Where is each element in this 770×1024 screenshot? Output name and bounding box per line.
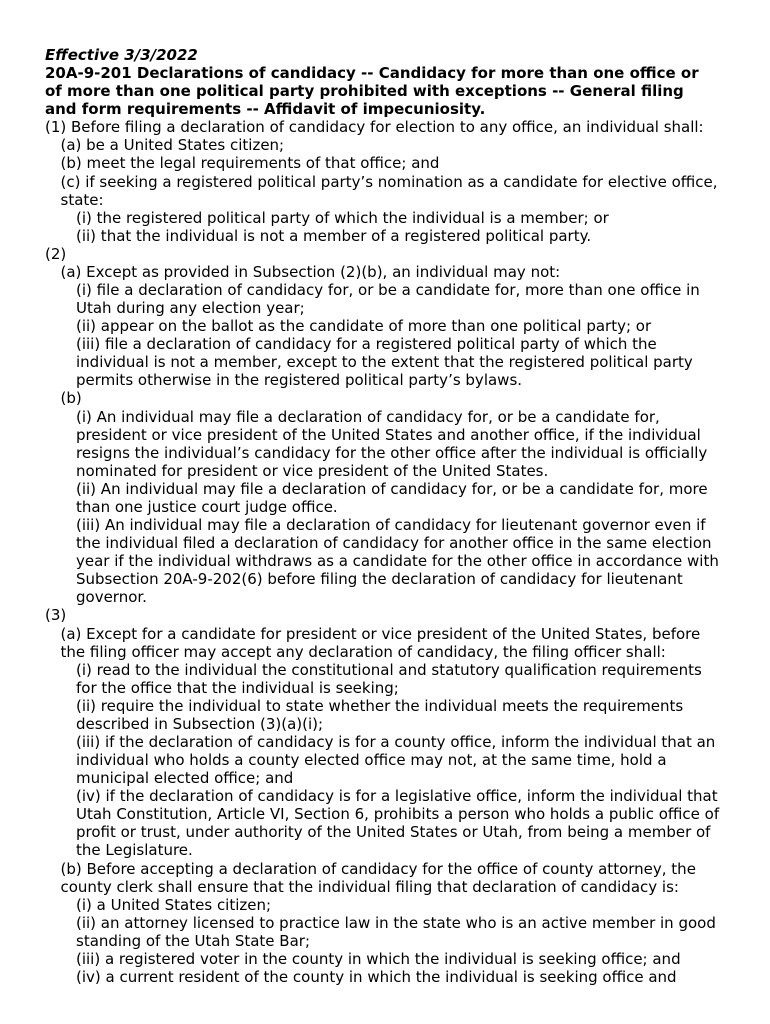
subparagraph-2-b-i-text-line-1: (i) An individual may file a declaration of candidacy for, or be a candidate for, [76, 407, 660, 426]
subparagraph-3-a-iii [76, 733, 770, 787]
subparagraph-2-a-ii-text: (ii) appear on the ballot as the candidate of more than one political party; or [76, 317, 652, 336]
paragraph-2-b-text: (b) [60, 389, 82, 408]
paragraph-3-b-subparagraphs [61, 896, 770, 986]
paragraph-1-a-text: (a) be a United States citizen; [60, 136, 285, 155]
subparagraph-3-b-ii-text-line-2: standing of the Utah State Bar; [76, 931, 310, 950]
section-heading-line-1: 20A-9-201 Declarations of candidacy -- Candidacy for more than one office or [45, 64, 699, 83]
subparagraph-3-a-iv-text-line-2: Utah Constitution, Article VI, Section 6, prohibits a person who holds a public office of [76, 805, 720, 824]
subparagraph-2-a-iii-text-line-3: permits otherwise in the registered political party’s bylaws. [76, 371, 523, 390]
subparagraph-3-a-iv [76, 787, 770, 859]
section-heading-line-3: and form requirements -- Affidavit of impecuniosity. [45, 100, 486, 119]
paragraph-1-b-text: (b) meet the legal requirements of that office; and [60, 154, 440, 173]
paragraph-1-c-text-line-1: (c) if seeking a registered political party’s nomination as a candidate for elective office, [60, 172, 718, 191]
subparagraph-3-a-iv-text-line-4: the Legislature. [76, 841, 193, 860]
subsection-2-text: (2) [45, 244, 67, 263]
subparagraph-2-b-ii-text-line-2: than one justice court judge office. [76, 497, 338, 516]
subparagraph-3-a-i-text-line-2: for the office that the individual is seeking; [76, 678, 399, 697]
subparagraph-2-b-ii [76, 480, 770, 516]
paragraph-1-c-subparagraphs [61, 209, 770, 245]
subparagraph-3-b-ii-text-line-1: (ii) an attorney licensed to practice law in the state who is an active member in good [76, 913, 716, 932]
paragraph-1-a [61, 136, 770, 154]
subparagraph-2-a-i [76, 281, 770, 317]
subsection-1-paragraphs [45, 136, 770, 244]
subparagraph-3-b-ii [76, 914, 770, 950]
paragraph-3-b-text-line-2: county clerk shall ensure that the individual filing that declaration of candidacy is: [60, 877, 679, 896]
subparagraph-3-b-iii-text: (iii) a registered voter in the county in which the individual is seeking office; and [76, 949, 681, 968]
subparagraph-2-a-iii-text-line-1: (iii) file a declaration of candidacy for a registered political party of which the [76, 335, 657, 354]
paragraph-2-a-subparagraphs [61, 281, 770, 389]
subparagraph-2-b-i-text-line-2: president or vice president of the United States and another office, if the individual [76, 425, 701, 444]
subsection-3 [45, 606, 770, 986]
effective-date: Effective 3/3/2022 [45, 46, 198, 64]
section-heading [45, 64, 770, 118]
subparagraph-2-a-iii-text-line-2: individual is not a member, except to the extent that the registered political party [76, 353, 693, 372]
subparagraph-2-b-iii-text-line-2: the individual filed a declaration of candidacy for another office in the same election [76, 534, 712, 553]
subsection-3-paragraphs [45, 625, 770, 987]
paragraph-3-a [61, 625, 770, 860]
subparagraph-2-b-iii-text-line-5: governor. [76, 588, 147, 607]
subparagraph-2-a-i-text-line-2: Utah during any election year; [76, 299, 305, 318]
subparagraph-3-b-iii [76, 950, 770, 968]
subparagraph-2-b-iii [76, 516, 770, 606]
paragraph-3-a-text-line-2: the filing officer may accept any declaration of candidacy, the filing officer shall: [60, 642, 666, 661]
paragraph-2-b [61, 389, 770, 606]
paragraph-2-a [61, 263, 770, 390]
subparagraph-2-a-ii [76, 317, 770, 335]
subparagraph-1-c-ii-text: (ii) that the individual is not a member of a registered political party. [76, 226, 592, 245]
subparagraph-3-a-ii [76, 697, 770, 733]
subparagraph-2-b-ii-text-line-1: (ii) An individual may file a declaration of candidacy for, or be a candidate for, more [76, 479, 708, 498]
paragraph-3-a-subparagraphs [61, 661, 770, 860]
subparagraph-3-a-iv-text-line-1: (iv) if the declaration of candidacy is for a legislative office, inform the individual that [76, 787, 718, 806]
subparagraph-2-a-i-text-line-1: (i) file a declaration of candidacy for, or be a candidate for, more than one office in [76, 281, 700, 300]
subsection-3-text: (3) [45, 606, 67, 625]
subparagraph-2-a-iii [76, 335, 770, 389]
subparagraph-3-a-ii-text-line-1: (ii) require the individual to state whether the individual meets the requirements [76, 696, 684, 715]
section-heading-line-2: of more than one political party prohibited with exceptions -- General filing [45, 82, 684, 101]
paragraph-2-b-subparagraphs [61, 408, 770, 607]
subparagraph-3-b-iv [76, 968, 770, 986]
paragraph-3-a-text-line-1: (a) Except for a candidate for president or vice president of the United States, before [60, 624, 701, 643]
subsection-1 [45, 118, 770, 245]
subparagraph-3-a-i [76, 661, 770, 697]
subparagraph-2-b-i-text-line-3: resigns the individual’s candidacy for the other office after the individual is officially [76, 443, 708, 462]
paragraph-1-c [61, 173, 770, 245]
subparagraph-3-a-iii-text-line-3: municipal elected office; and [76, 769, 294, 788]
subparagraph-3-a-iii-text-line-1: (iii) if the declaration of candidacy is for a county office, inform the individual that an [76, 732, 716, 751]
subparagraph-3-a-ii-text-line-2: described in Subsection (3)(a)(i); [76, 714, 324, 733]
subparagraph-1-c-ii [76, 227, 770, 245]
subparagraph-3-b-i-text: (i) a United States citizen; [76, 895, 272, 914]
subparagraph-1-c-i-text: (i) the registered political party of which the individual is a member; or [76, 208, 609, 227]
paragraph-2-a-text: (a) Except as provided in Subsection (2)(b), an individual may not: [60, 262, 561, 281]
paragraph-1-c-text-line-2: state: [60, 190, 104, 209]
subparagraph-3-a-iii-text-line-2: individual who holds a county elected office may not, at the same time, hold a [76, 751, 667, 770]
subsection-2 [45, 245, 770, 607]
subparagraph-3-a-i-text-line-1: (i) read to the individual the constitutional and statutory qualification requirements [76, 660, 702, 679]
subparagraph-2-b-iii-text-line-1: (iii) An individual may file a declaration of candidacy for lieutenant governor even if [76, 516, 706, 535]
subsection-1-text: (1) Before filing a declaration of candidacy for election to any office, an individual shall: [45, 118, 704, 137]
paragraph-3-b [61, 860, 770, 987]
paragraph-3-b-text-line-1: (b) Before accepting a declaration of candidacy for the office of county attorney, the [60, 859, 696, 878]
subparagraph-2-b-iii-text-line-3: year if the individual withdraws as a candidate for the other office in accordance with [76, 552, 719, 571]
subparagraph-1-c-i [76, 209, 770, 227]
subparagraph-3-b-iv-text: (iv) a current resident of the county in which the individual is seeking office and [76, 967, 677, 986]
subparagraph-2-b-i [76, 408, 770, 480]
subparagraph-3-a-iv-text-line-3: profit or trust, under authority of the United States or Utah, from being a member of [76, 823, 711, 842]
subparagraph-3-b-i [76, 896, 770, 914]
subsection-2-paragraphs [45, 263, 770, 606]
subparagraph-2-b-iii-text-line-4: Subsection 20A-9-202(6) before filing the declaration of candidacy for lieutenant [76, 570, 683, 589]
subparagraph-2-b-i-text-line-4: nominated for president or vice president of the United States. [76, 461, 549, 480]
paragraph-1-b [61, 154, 770, 172]
